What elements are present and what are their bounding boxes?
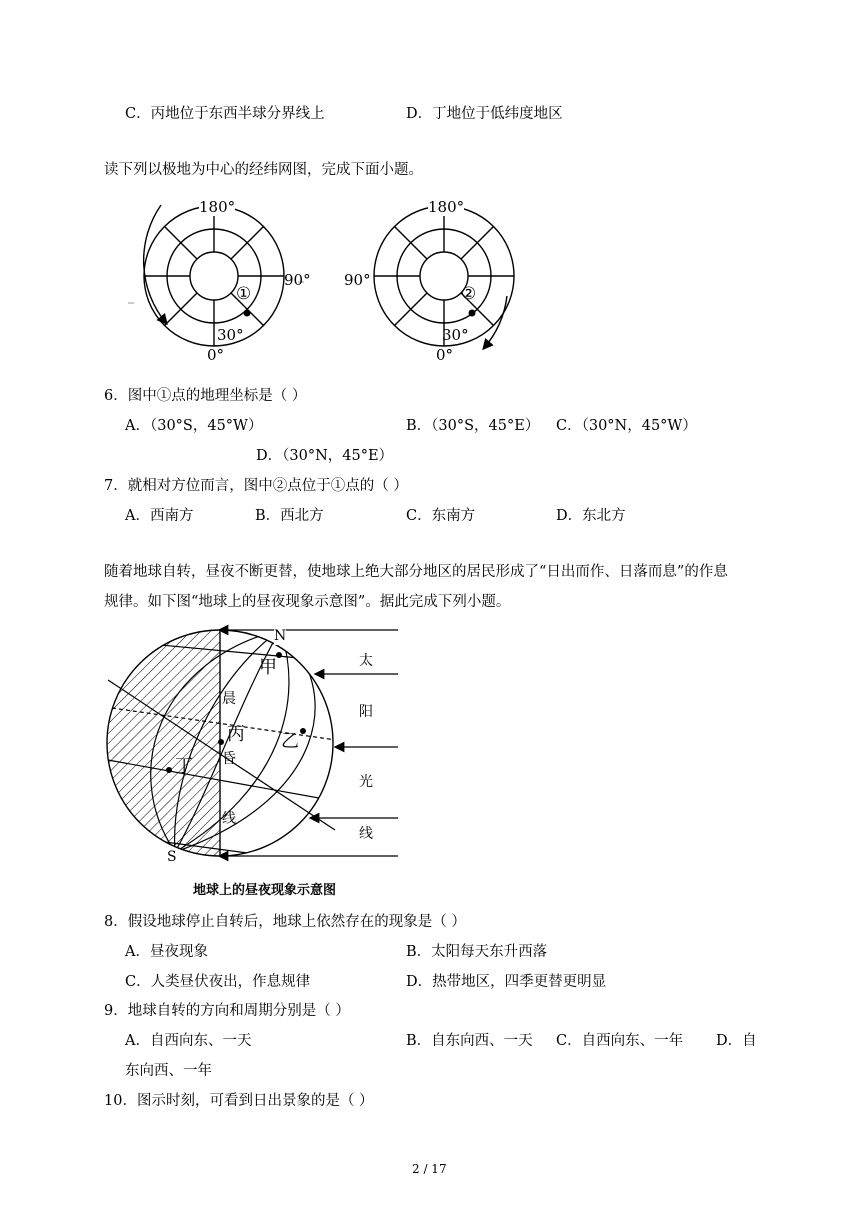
left-grid-label-90: 90°: [284, 271, 311, 289]
q5-option-d: D．丁地位于低纬度地区: [406, 106, 563, 122]
left-grid-label-30: 30°: [217, 326, 244, 344]
point-ding-dot: [166, 767, 172, 773]
q9-option-b: B．自东向西、一天: [406, 1033, 533, 1049]
q7-option-a: A．西南方: [125, 508, 194, 524]
south-pole-label: S: [167, 849, 177, 865]
right-grid-label-180: 180°: [428, 198, 465, 216]
q9-option-a: A．自西向东、一天: [125, 1033, 252, 1049]
point-yi-dot: [300, 728, 306, 734]
q7-option-c: C．东南方: [406, 508, 476, 524]
right-grid-label-0: 0°: [436, 346, 454, 364]
left-grid-label-180: 180°: [199, 198, 236, 216]
label-yi: 乙: [281, 731, 299, 752]
point-bing-dot: [218, 739, 224, 745]
q6-option-a: A．（30°S，45°W）: [125, 418, 263, 434]
point-1-label: ①: [236, 284, 252, 304]
q7-option-b: B．西北方: [255, 508, 324, 524]
q8-option-b: B．太阳每天东升西落: [406, 944, 548, 960]
q8-option-d: D．热带地区，四季更替更明显: [406, 974, 607, 990]
label-ding: 丁: [175, 756, 193, 777]
q6-stem: 6．图中①点的地理坐标是（ ）: [104, 388, 307, 404]
q8-stem: 8．假设地球停止自转后，地球上依然存在的现象是（ ）: [104, 914, 466, 930]
sunlight-label-1: 太: [359, 653, 373, 669]
q9-option-d-part1: D．自: [716, 1033, 757, 1049]
point-2-label: ②: [461, 284, 477, 304]
sunlight-label-2: 阳: [359, 704, 373, 720]
q8-option-c: C．人类昼伏夜出，作息规律: [125, 974, 311, 990]
intro-polar-grid: 读下列以极地为中心的经纬网图，完成下面小题。: [104, 162, 423, 178]
figure-caption: 地球上的昼夜现象示意图: [193, 883, 337, 898]
sunlight-label-3: 光: [359, 774, 373, 790]
sunlight-label-4: 线: [359, 826, 373, 842]
terminator-label-xian: 线: [222, 811, 236, 827]
q6-option-b: B．（30°S，45°E）: [406, 418, 540, 434]
right-grid-label-30: 30°: [442, 326, 469, 344]
q9-option-c: C．自西向东、一年: [556, 1033, 684, 1049]
intro-day-night-line2: 规律。如下图“地球上的昼夜现象示意图”。据此完成下列小题。: [104, 594, 511, 610]
q5-option-c: C．丙地位于东西半球分界线上: [125, 106, 325, 122]
left-grid-label-0: 0°: [207, 346, 225, 364]
q7-option-d: D．东北方: [556, 508, 626, 524]
terminator-label-hun: 昏: [222, 751, 236, 767]
right-grid-label-90: 90°: [344, 271, 371, 289]
q10-stem: 10．图示时刻，可看到日出景象的是（ ）: [104, 1093, 374, 1109]
q6-option-c: C．（30°N，45°W）: [556, 418, 697, 434]
q6-option-d: D．（30°N，45°E）: [256, 448, 394, 464]
q9-stem: 9．地球自转的方向和周期分别是（ ）: [104, 1003, 350, 1019]
page-number: 2 / 17: [412, 1162, 447, 1176]
label-jia: 甲: [259, 657, 277, 678]
q9-option-d-part2: 东向西、一年: [125, 1063, 212, 1079]
intro-day-night-line1: 随着地球自转，昼夜不断更替，使地球上绝大部分地区的居民形成了“日出而作、日落而息”的作息: [104, 564, 728, 580]
q7-stem: 7．就相对方位而言，图中②点位于①点的（ ）: [104, 478, 408, 494]
terminator-label-chen: 晨: [222, 691, 236, 707]
q8-option-a: A．昼夜现象: [125, 944, 208, 960]
north-pole-label: N: [274, 628, 287, 644]
label-bing: 丙: [227, 724, 245, 745]
